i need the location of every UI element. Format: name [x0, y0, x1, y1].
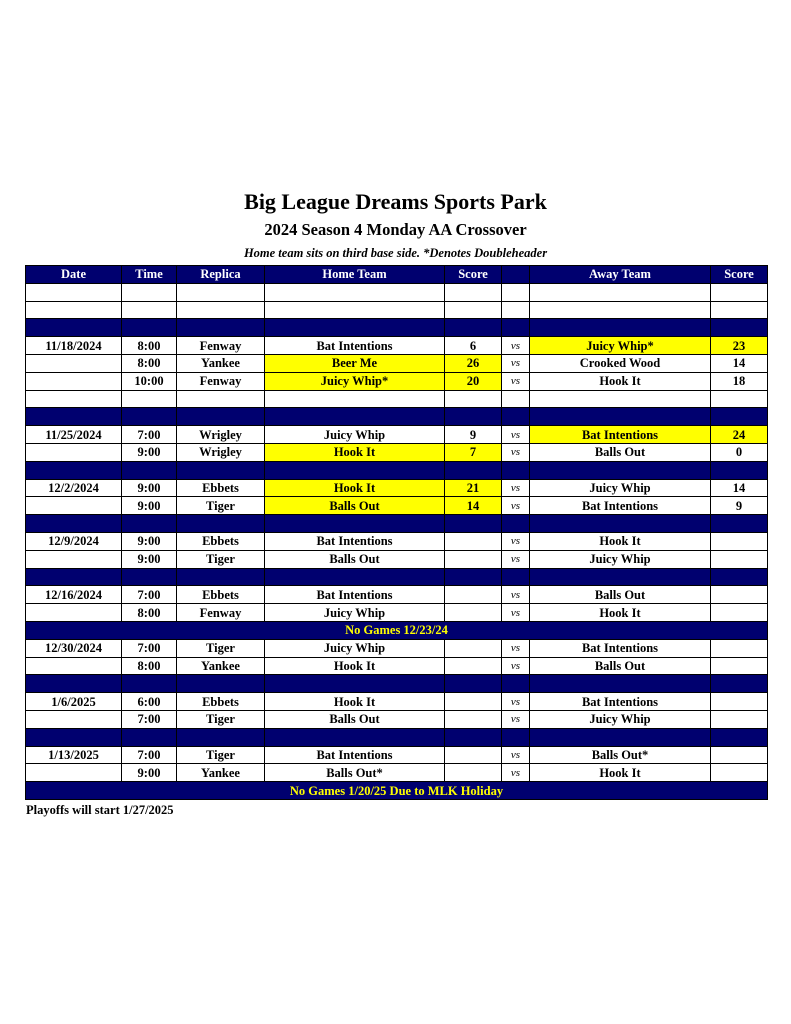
notice-row: [26, 782, 768, 800]
game-row: [26, 443, 768, 461]
home-score-cell: [445, 532, 502, 550]
away-score-cell: [711, 746, 768, 764]
away-score-cell: 24: [711, 426, 768, 444]
empty-cell: [122, 675, 177, 693]
blank-row: [26, 283, 768, 301]
replica-cell: Tiger: [177, 639, 265, 657]
empty-cell: [265, 390, 445, 408]
game-row: [26, 693, 768, 711]
game-row: [26, 604, 768, 622]
replica-cell: Ebbets: [177, 532, 265, 550]
replica-cell: Fenway: [177, 337, 265, 355]
empty-cell: [122, 408, 177, 426]
empty-cell: [26, 728, 122, 746]
vs-cell: vs: [502, 497, 530, 515]
home-team-cell: Juicy Whip: [265, 426, 445, 444]
time-cell: 7:00: [122, 639, 177, 657]
separator-band-row: [26, 319, 768, 337]
away-team-cell: Hook It: [530, 764, 711, 782]
separator-band-row: [26, 461, 768, 479]
vs-cell: vs: [502, 550, 530, 568]
game-row: [26, 372, 768, 390]
vs-cell: vs: [502, 657, 530, 675]
home-team-cell: Juicy Whip: [265, 639, 445, 657]
home-team-cell: Balls Out: [265, 710, 445, 728]
empty-cell: [445, 390, 502, 408]
empty-cell: [122, 728, 177, 746]
time-cell: 7:00: [122, 710, 177, 728]
empty-cell: [530, 515, 711, 533]
col-header-away-score: Score: [711, 266, 768, 284]
game-row: [26, 586, 768, 604]
empty-cell: [177, 408, 265, 426]
time-cell: 7:00: [122, 746, 177, 764]
empty-cell: [502, 283, 530, 301]
table-header-row: [26, 266, 768, 284]
replica-cell: Wrigley: [177, 426, 265, 444]
date-cell: 12/30/2024: [26, 639, 122, 657]
empty-cell: [445, 461, 502, 479]
empty-cell: [711, 301, 768, 319]
game-row: [26, 657, 768, 675]
vs-cell: vs: [502, 746, 530, 764]
empty-cell: [711, 390, 768, 408]
away-team-cell: Balls Out: [530, 443, 711, 461]
home-team-cell: Balls Out: [265, 497, 445, 515]
empty-cell: [177, 675, 265, 693]
vs-cell: vs: [502, 604, 530, 622]
game-row: [26, 639, 768, 657]
away-team-cell: Bat Intentions: [530, 497, 711, 515]
empty-cell: [26, 515, 122, 533]
away-team-cell: Juicy Whip: [530, 710, 711, 728]
replica-cell: Tiger: [177, 710, 265, 728]
empty-cell: [177, 568, 265, 586]
empty-cell: [530, 408, 711, 426]
home-team-cell: Balls Out*: [265, 764, 445, 782]
home-score-cell: 20: [445, 372, 502, 390]
time-cell: 8:00: [122, 337, 177, 355]
date-cell: [26, 604, 122, 622]
empty-cell: [502, 408, 530, 426]
game-row: [26, 479, 768, 497]
home-team-cell: Bat Intentions: [265, 532, 445, 550]
date-cell: [26, 372, 122, 390]
empty-cell: [265, 728, 445, 746]
time-cell: 7:00: [122, 426, 177, 444]
away-team-cell: Bat Intentions: [530, 693, 711, 711]
empty-cell: [122, 390, 177, 408]
empty-cell: [122, 461, 177, 479]
date-cell: [26, 657, 122, 675]
empty-cell: [122, 515, 177, 533]
replica-cell: Ebbets: [177, 479, 265, 497]
empty-cell: [122, 568, 177, 586]
home-team-cell: Hook It: [265, 479, 445, 497]
date-cell: [26, 443, 122, 461]
empty-cell: [122, 283, 177, 301]
separator-band-row: [26, 675, 768, 693]
schedule-table: [25, 265, 768, 800]
date-cell: [26, 764, 122, 782]
empty-cell: [26, 390, 122, 408]
date-cell: 12/16/2024: [26, 586, 122, 604]
time-cell: 9:00: [122, 479, 177, 497]
empty-cell: [502, 675, 530, 693]
empty-cell: [26, 568, 122, 586]
empty-cell: [530, 319, 711, 337]
vs-cell: vs: [502, 532, 530, 550]
time-cell: 6:00: [122, 693, 177, 711]
vs-cell: vs: [502, 337, 530, 355]
empty-cell: [530, 728, 711, 746]
home-score-cell: [445, 639, 502, 657]
schedule-note: Home team sits on third base side. *Denotes Doubleheader: [243, 246, 548, 260]
away-score-cell: 9: [711, 497, 768, 515]
page-title: Big League Dreams Sports Park: [244, 189, 547, 214]
empty-cell: [265, 301, 445, 319]
empty-cell: [26, 675, 122, 693]
game-row: [26, 337, 768, 355]
empty-cell: [530, 461, 711, 479]
time-cell: 9:00: [122, 532, 177, 550]
vs-cell: vs: [502, 764, 530, 782]
time-cell: 10:00: [122, 372, 177, 390]
home-score-cell: 14: [445, 497, 502, 515]
date-cell: 12/9/2024: [26, 532, 122, 550]
replica-cell: Wrigley: [177, 443, 265, 461]
empty-cell: [177, 319, 265, 337]
home-team-cell: Hook It: [265, 657, 445, 675]
empty-cell: [445, 283, 502, 301]
away-score-cell: [711, 532, 768, 550]
away-team-cell: Hook It: [530, 372, 711, 390]
empty-cell: [26, 283, 122, 301]
date-cell: 11/18/2024: [26, 337, 122, 355]
vs-cell: vs: [502, 693, 530, 711]
blank-row: [26, 390, 768, 408]
empty-cell: [26, 301, 122, 319]
home-team-cell: Hook It: [265, 443, 445, 461]
time-cell: 9:00: [122, 550, 177, 568]
empty-cell: [502, 461, 530, 479]
col-header-vs: [502, 266, 530, 284]
empty-cell: [530, 568, 711, 586]
time-cell: 7:00: [122, 586, 177, 604]
empty-cell: [26, 319, 122, 337]
empty-cell: [265, 319, 445, 337]
empty-cell: [502, 301, 530, 319]
vs-cell: vs: [502, 354, 530, 372]
away-score-cell: [711, 550, 768, 568]
schedule-body: [26, 283, 768, 799]
replica-cell: Ebbets: [177, 693, 265, 711]
empty-cell: [711, 675, 768, 693]
empty-cell: [502, 319, 530, 337]
empty-cell: [177, 515, 265, 533]
replica-cell: Tiger: [177, 550, 265, 568]
home-team-cell: Bat Intentions: [265, 746, 445, 764]
notice-text: No Games 1/20/25 Due to MLK Holiday: [26, 782, 768, 800]
replica-cell: Ebbets: [177, 586, 265, 604]
away-score-cell: 0: [711, 443, 768, 461]
away-score-cell: [711, 657, 768, 675]
away-score-cell: [711, 710, 768, 728]
away-team-cell: Crooked Wood: [530, 354, 711, 372]
empty-cell: [177, 461, 265, 479]
empty-cell: [502, 515, 530, 533]
home-score-cell: [445, 693, 502, 711]
home-team-cell: Bat Intentions: [265, 337, 445, 355]
col-header-home-score: Score: [445, 266, 502, 284]
time-cell: 8:00: [122, 604, 177, 622]
home-team-cell: Juicy Whip: [265, 604, 445, 622]
empty-cell: [265, 461, 445, 479]
game-row: [26, 710, 768, 728]
separator-band-row: [26, 408, 768, 426]
vs-cell: vs: [502, 479, 530, 497]
col-header-time: Time: [122, 266, 177, 284]
time-cell: 9:00: [122, 443, 177, 461]
home-score-cell: 7: [445, 443, 502, 461]
date-cell: [26, 710, 122, 728]
home-score-cell: [445, 550, 502, 568]
notice-text: No Games 12/23/24: [26, 621, 768, 639]
away-team-cell: Hook It: [530, 604, 711, 622]
home-score-cell: 21: [445, 479, 502, 497]
home-score-cell: [445, 764, 502, 782]
empty-cell: [265, 515, 445, 533]
empty-cell: [177, 283, 265, 301]
home-score-cell: [445, 710, 502, 728]
separator-band-row: [26, 568, 768, 586]
away-team-cell: Hook It: [530, 532, 711, 550]
home-score-cell: 6: [445, 337, 502, 355]
empty-cell: [26, 408, 122, 426]
date-cell: [26, 497, 122, 515]
empty-cell: [445, 728, 502, 746]
empty-cell: [445, 408, 502, 426]
vs-cell: vs: [502, 639, 530, 657]
game-row: [26, 426, 768, 444]
date-cell: 12/2/2024: [26, 479, 122, 497]
date-cell: 1/13/2025: [26, 746, 122, 764]
vs-cell: vs: [502, 586, 530, 604]
empty-cell: [711, 283, 768, 301]
playoffs-note: Playoffs will start 1/27/2025: [26, 803, 174, 817]
empty-cell: [502, 390, 530, 408]
empty-cell: [26, 461, 122, 479]
empty-cell: [502, 728, 530, 746]
away-team-cell: Balls Out: [530, 586, 711, 604]
game-row: [26, 354, 768, 372]
empty-cell: [530, 283, 711, 301]
vs-cell: vs: [502, 372, 530, 390]
col-header-replica: Replica: [177, 266, 265, 284]
empty-cell: [502, 568, 530, 586]
empty-cell: [265, 408, 445, 426]
away-score-cell: 14: [711, 354, 768, 372]
game-row: [26, 746, 768, 764]
away-score-cell: [711, 604, 768, 622]
away-team-cell: Juicy Whip: [530, 550, 711, 568]
home-score-cell: [445, 746, 502, 764]
empty-cell: [445, 568, 502, 586]
col-header-date: Date: [26, 266, 122, 284]
empty-cell: [711, 408, 768, 426]
game-row: [26, 764, 768, 782]
away-team-cell: Balls Out*: [530, 746, 711, 764]
game-row: [26, 532, 768, 550]
empty-cell: [530, 390, 711, 408]
blank-row: [26, 301, 768, 319]
date-cell: [26, 354, 122, 372]
time-cell: 9:00: [122, 497, 177, 515]
col-header-away-team: Away Team: [530, 266, 711, 284]
empty-cell: [530, 301, 711, 319]
empty-cell: [445, 515, 502, 533]
replica-cell: Tiger: [177, 497, 265, 515]
empty-cell: [445, 675, 502, 693]
vs-cell: vs: [502, 710, 530, 728]
away-score-cell: 14: [711, 479, 768, 497]
home-score-cell: [445, 657, 502, 675]
replica-cell: Tiger: [177, 746, 265, 764]
empty-cell: [177, 390, 265, 408]
away-score-cell: [711, 639, 768, 657]
empty-cell: [265, 283, 445, 301]
away-team-cell: Balls Out: [530, 657, 711, 675]
away-team-cell: Juicy Whip*: [530, 337, 711, 355]
time-cell: 9:00: [122, 764, 177, 782]
empty-cell: [711, 319, 768, 337]
replica-cell: Yankee: [177, 764, 265, 782]
home-team-cell: Hook It: [265, 693, 445, 711]
separator-band-row: [26, 515, 768, 533]
empty-cell: [711, 568, 768, 586]
notice-row: [26, 621, 768, 639]
replica-cell: Fenway: [177, 372, 265, 390]
col-header-home-team: Home Team: [265, 266, 445, 284]
home-team-cell: Beer Me: [265, 354, 445, 372]
date-cell: 1/6/2025: [26, 693, 122, 711]
home-team-cell: Balls Out: [265, 550, 445, 568]
empty-cell: [122, 319, 177, 337]
away-score-cell: 18: [711, 372, 768, 390]
home-team-cell: Bat Intentions: [265, 586, 445, 604]
empty-cell: [445, 319, 502, 337]
replica-cell: Yankee: [177, 354, 265, 372]
away-team-cell: Bat Intentions: [530, 426, 711, 444]
empty-cell: [177, 301, 265, 319]
away-team-cell: Bat Intentions: [530, 639, 711, 657]
empty-cell: [711, 515, 768, 533]
vs-cell: vs: [502, 443, 530, 461]
game-row: [26, 497, 768, 515]
empty-cell: [530, 675, 711, 693]
replica-cell: Fenway: [177, 604, 265, 622]
empty-cell: [711, 728, 768, 746]
page-subtitle: 2024 Season 4 Monday AA Crossover: [264, 220, 527, 239]
replica-cell: Yankee: [177, 657, 265, 675]
empty-cell: [711, 461, 768, 479]
home-score-cell: 26: [445, 354, 502, 372]
vs-cell: vs: [502, 426, 530, 444]
home-score-cell: [445, 586, 502, 604]
empty-cell: [265, 568, 445, 586]
time-cell: 8:00: [122, 657, 177, 675]
time-cell: 8:00: [122, 354, 177, 372]
empty-cell: [177, 728, 265, 746]
empty-cell: [122, 301, 177, 319]
home-score-cell: [445, 604, 502, 622]
away-score-cell: [711, 764, 768, 782]
away-score-cell: 23: [711, 337, 768, 355]
empty-cell: [445, 301, 502, 319]
separator-band-row: [26, 728, 768, 746]
home-team-cell: Juicy Whip*: [265, 372, 445, 390]
game-row: [26, 550, 768, 568]
date-cell: 11/25/2024: [26, 426, 122, 444]
away-score-cell: [711, 586, 768, 604]
date-cell: [26, 550, 122, 568]
away-team-cell: Juicy Whip: [530, 479, 711, 497]
home-score-cell: 9: [445, 426, 502, 444]
empty-cell: [265, 675, 445, 693]
away-score-cell: [711, 693, 768, 711]
